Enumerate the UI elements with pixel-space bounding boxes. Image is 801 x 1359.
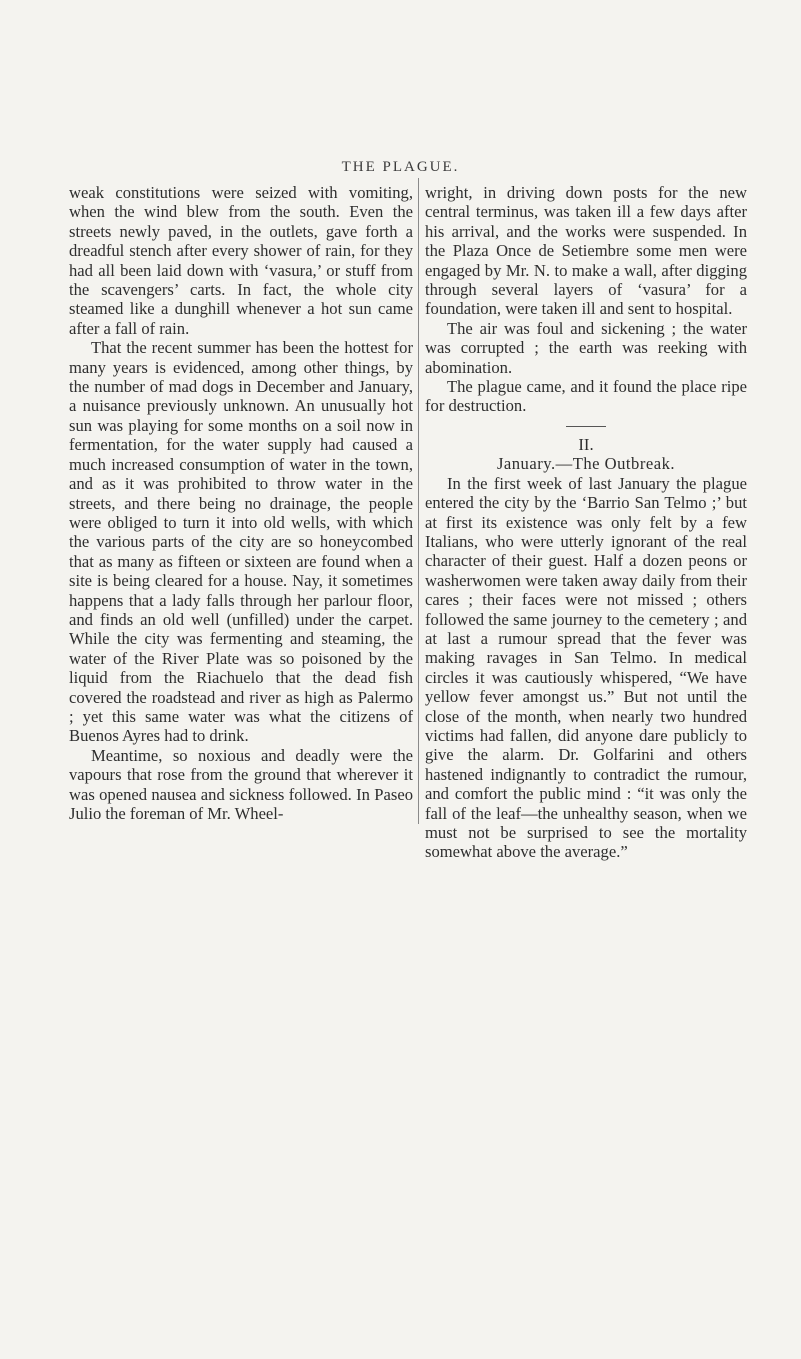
column-divider xyxy=(418,178,419,824)
paragraph: That the recent summer has been the hottest for many years is evidenced, among other things, by the number of mad dogs in December and January, a nuisance previously unknown. An unusually hot sun was playing for some months on a soil now in fermentation, for the water supply had caused a much increased consumption of water in the town, and as it was prohibited to throw water in the streets, and there being no drainage, the people were obliged to turn it into old wells, with which the various parts of the city are so honeycombed that as many as fifteen or sixteen are found when a site is being cleared for a house. Nay, it sometimes happens that a lady falls through her parlour floor, and finds an old well (unfilled) under the carpet. While the city was fermenting and steaming, the water of the River Plate was so poisoned by the liquid from the Riachuelo that the dead fish covered the roadstead and river as high as Palermo ; yet this same water was what the citizens of Buenos Ayres had to drink. xyxy=(69,338,413,746)
paragraph: The air was foul and sickening ; the water was corrupted ; the earth was reeking with abomination. xyxy=(425,318,747,377)
right-column xyxy=(425,183,747,862)
paragraph: Meantime, so noxious and deadly were the vapours that rose from the ground that wherever it was opened nausea and sickness followed. In Paseo Julio the foreman of Mr. Wheel- xyxy=(69,745,413,823)
section-title: January.—The Outbreak. xyxy=(496,454,676,474)
paragraph: weak constitutions were seized with vomiting, when the wind blew from the south. Even the streets newly paved, in the outlets, gave forth a dreadful stench after every shower of rain, for they had all been laid down with ‘vasura,’ or stuff from the scavengers’ carts. In fact, the whole city steamed like a dunghill whenever a hot sun came after a fall of rain. xyxy=(69,183,413,338)
paragraph: In the first week of last January the plague entered the city by the ‘Barrio San Telmo ;’ but at first its existence was only felt by a few Italians, who were utterly ignorant of the real character of their guest. Half a dozen peons or washerwomen were taken away daily from their cares ; their faces were not missed ; others followed the same journey to the cemetery ; and at last a rumour spread that the fever was making ravages in San Telmo. In medical circles it was cautiously whispered, “We have yellow fever amongst us.” But not until the close of the month, when nearly two hundred victims had fallen, did anyone dare publicly to give the alarm. Dr. Golfarini and others hastened indignantly to contradict the rumour, and comfort the public mind : “it was only the fall of the leaf—the unhealthy season, when we must not be surprised to see the mortality somewhat above the average.” xyxy=(425,473,747,862)
running-head: THE PLAGUE. xyxy=(341,159,460,175)
section-number: II. xyxy=(578,434,594,454)
left-column xyxy=(69,183,413,823)
section-divider xyxy=(566,426,606,427)
paragraph: wright, in driving down posts for the new central terminus, was taken ill a few days after his arrival, and the works were suspended. In the Plaza Once de Setiembre some men were engaged by Mr. N. to make a wall, after digging through several layers of ‘vasura’ for a foundation, were taken ill and sent to hospital. xyxy=(425,183,747,319)
paragraph: The plague came, and it found the place ripe for destruction. xyxy=(425,377,747,416)
